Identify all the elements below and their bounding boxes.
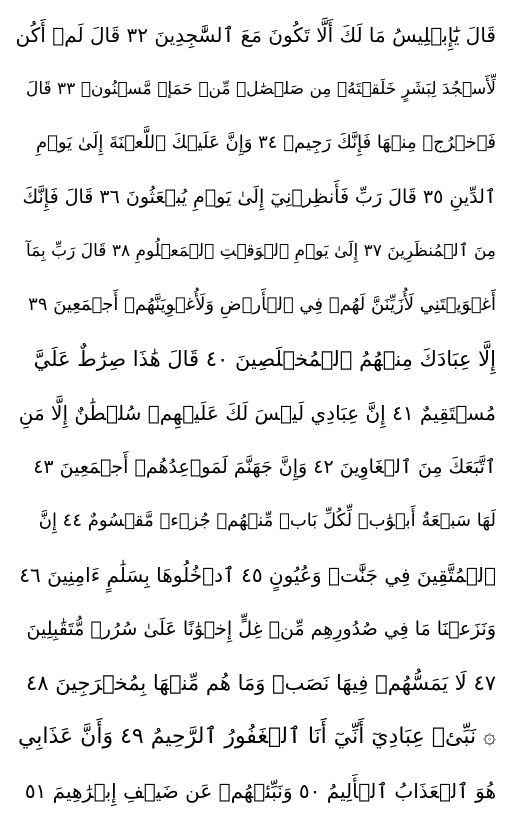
line-text: ٤٧ لَا يَمَسُّهُمۡ فِيهَا نَصَبٞ وَمَا هُم مِّنۡهَا بِمُخۡرَجِينَ ٤٨ xyxy=(25,670,496,695)
text-line xyxy=(16,332,496,386)
line-text: فَٱخۡرُجۡ مِنۡهَا فَإِنَّكَ رَجِيمٞ ٣٤ وَإِنَّ عَلَيۡكَ ٱللَّعۡنَةَ إِلَىٰ يَوۡمِ xyxy=(35,132,496,153)
line-text: ۞ نَبِّئۡ عِبَادِيٓ أَنِّيٓ أَنَا ٱلۡغَفُورُ ٱلرَّحِيمُ ٤٩ وَأَنَّ عَذَابِي xyxy=(17,724,496,749)
text-line xyxy=(16,764,496,818)
text-line xyxy=(16,494,496,548)
text-line xyxy=(16,116,496,170)
text-line xyxy=(16,8,496,62)
text-line xyxy=(16,170,496,224)
text-line xyxy=(16,62,496,116)
line-text: مِنَ ٱلۡمُنظَرِينَ ٣٧ إِلَىٰ يَوۡمِ ٱلۡوَقۡتِ ٱلۡمَعۡلُومِ ٣٨ قَالَ رَبِّ بِمَآ xyxy=(26,240,496,261)
text-line xyxy=(16,440,496,494)
text-line xyxy=(16,386,496,440)
line-text: لَهَا سَبۡعَةُ أَبۡوَٰبٖ لِّكُلِّ بَابٖ مِّنۡهُمۡ جُزۡءٞ مَّقۡسُومٌ ٤٤ إِنَّ xyxy=(38,510,496,531)
line-text: إِلَّا عِبَادَكَ مِنۡهُمُ ٱلۡمُخۡلَصِينَ ٤٠ قَالَ هَٰذَا صِرَٰطٌ عَلَيَّ xyxy=(33,346,496,371)
line-text: مُسۡتَقِيمٌ ٤١ إِنَّ عِبَادِي لَيۡسَ لَكَ عَلَيۡهِمۡ سُلۡطَٰنٌ إِلَّا مَنِ xyxy=(18,401,496,425)
text-line xyxy=(16,602,496,656)
text-line xyxy=(16,656,496,710)
line-text: ٱتَّبَعَكَ مِنَ ٱلۡغَاوِينَ ٤٢ وَإِنَّ جَهَنَّمَ لَمَوۡعِدُهُمۡ أَجۡمَعِينَ ٤٣ xyxy=(33,455,496,478)
text-line xyxy=(16,278,496,332)
line-text: لِّأَسۡجُدَ لِبَشَرٍ خَلَقۡتَهُۥ مِن صَلۡصَٰلٖ مِّنۡ حَمَإٖ مَّسۡنُونٖ ٣٣ قَالَ xyxy=(25,78,496,99)
line-text: قَالَ يَٰٓإِبۡلِيسُ مَا لَكَ أَلَّا تَكُونَ مَعَ ٱلسَّٰجِدِينَ ٣٢ قَالَ لَمۡ أَكُن xyxy=(16,23,496,47)
line-text: هُوَ ٱلۡعَذَابُ ٱلۡأَلِيمُ ٥٠ وَنَبِّئۡهُمۡ عَن ضَيۡفِ إِبۡرَٰهِيمَ ٥١ xyxy=(24,779,496,803)
text-line xyxy=(16,710,496,764)
line-text: أَغۡوَيۡتَنِي لَأُزَيِّنَنَّ لَهُمۡ فِي ٱلۡأَرۡضِ وَلَأُغۡوِيَنَّهُمۡ أَجۡمَعِينَ ٣٩ xyxy=(28,294,496,315)
line-text: وَنَزَعۡنَا مَا فِي صُدُورِهِم مِّنۡ غِلٍّ إِخۡوَٰنًا عَلَىٰ سُرُرٖ مُّتَقَٰبِلِينَ xyxy=(26,617,496,640)
text-line xyxy=(16,224,496,278)
text-line xyxy=(16,548,496,602)
line-text: ٱلۡمُتَّقِينَ فِي جَنَّٰتٖ وَعُيُونٍ ٤٥ ٱدۡخُلُوهَا بِسَلَٰمٍ ءَامِنِينَ ٤٦ xyxy=(19,563,496,587)
line-text: ٱلدِّينِ ٣٥ قَالَ رَبِّ فَأَنظِرۡنِيٓ إِلَىٰ يَوۡمِ يُبۡعَثُونَ ٣٦ قَالَ فَإِنَّكَ xyxy=(22,185,496,208)
